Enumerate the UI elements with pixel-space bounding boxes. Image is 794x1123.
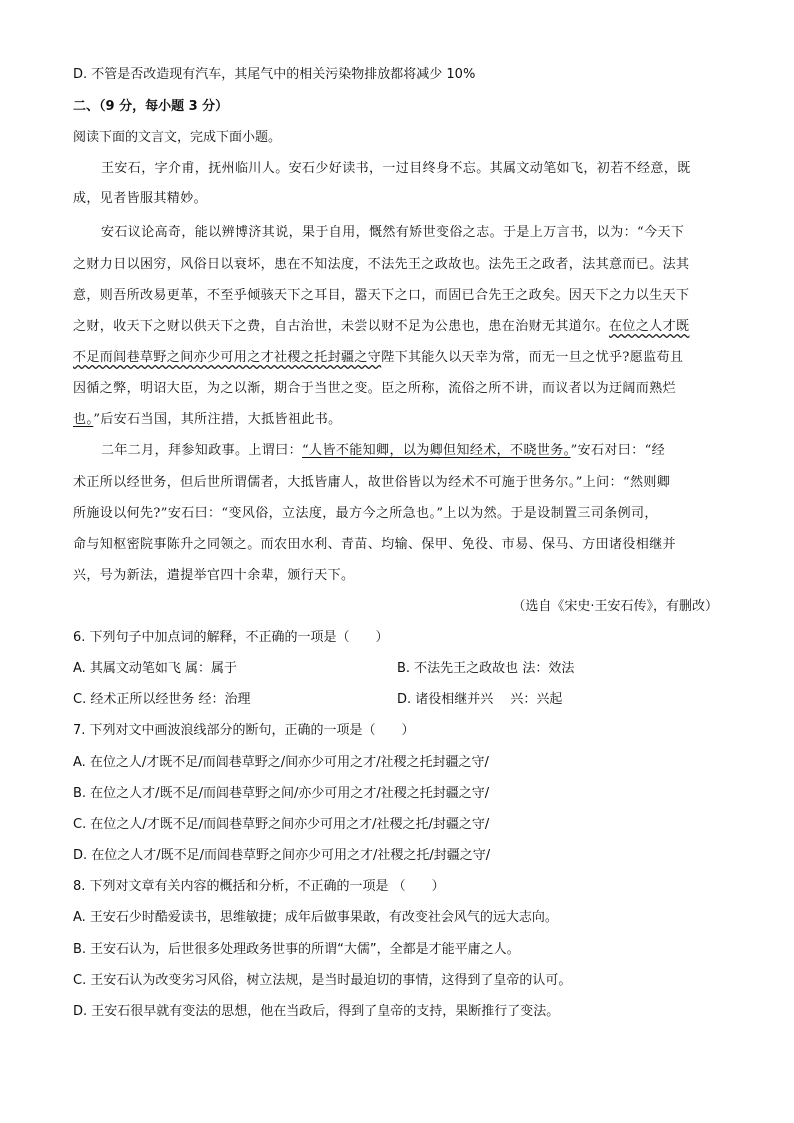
passage-p3-line4: 命与知枢密院事陈升之同领之。而农田水利、青苗、均输、保甲、免役、市易、保马、方田诸役相继并: [73, 537, 677, 552]
passage-p1-line2: 成，见者皆服其精妙。: [73, 191, 208, 206]
passage-p1-line1: 王安石，字介甫，抚州临川人。安石少好读书，一过目终身不忘。其属文动笔如飞，初若不经意，既: [101, 161, 691, 176]
passage-p3-line1: [101, 442, 665, 460]
passage-p3-line1-text: 二年二月，拜参知政事。上谓曰：: [101, 443, 303, 458]
passage-p2-line4: [73, 318, 689, 336]
q6-option-c[interactable]: C. 经术正所以经世务 经：治理: [73, 692, 251, 707]
section-heading: 二、（9 分，每小题 3 分）: [73, 99, 229, 114]
passage-p2-line2: 之财力日以困穷，风俗日以衰坏，患在不知法度，不法先王之政故也。法先王之政者，法其意而已。法其: [73, 257, 690, 272]
q6-option-d[interactable]: D. 诸役相继并兴 兴：兴起: [397, 692, 563, 707]
q6-stem: 6. 下列句子中加点词的解释，不正确的一项是（ ）: [73, 630, 389, 645]
q7-stem: 7. 下列对文中画波浪线部分的断句，正确的一项是（ ）: [73, 723, 415, 738]
passage-source: （选自《宋史·王安石传》，有删改）: [512, 599, 718, 614]
q7-option-b[interactable]: B. 在位之人才/既不足/而闾巷草野之间/亦少可用之才/社稷之托封疆之守/: [73, 786, 490, 801]
passage-p2-line3: 意，则吾所改易更革，不至乎倾骇天下之耳目，嚣天下之口，而固已合先王之政矣。因天下之力以生天下: [73, 288, 690, 303]
passage-p2-line7-text: ”后安石当国，其所注措，大抵皆祖此书。: [93, 412, 342, 427]
underlined-segment-2: “人皆不能知卿，以为卿但知经术，不晓世务。: [302, 443, 571, 458]
passage-p2-line7: [73, 411, 342, 429]
underlined-segment-1: 也。: [73, 412, 94, 427]
passage-p3-line3: 所施设以何先?”安石曰：“变风俗，立法度，最方今之所急也。”上以为然。于是设制置三司条例司，: [73, 506, 658, 521]
passage-p2-line1: 安石议论高奇，能以辨博济其说，果于自用，慨然有矫世变俗之志。于是上万言书，以为：“今天下: [101, 225, 685, 240]
q7-option-d[interactable]: D. 在位之人才/既不足/而闾巷草野之间亦少可用之才/社稷之托/封疆之守/: [73, 848, 491, 863]
q7-option-c[interactable]: C. 在位之人/才既不足/而闾巷草野之间亦少可用之才/社稷之托/封疆之守/: [73, 817, 490, 832]
q8-stem: 8. 下列对文章有关内容的概括和分析，不正确的一项是 （ ）: [73, 879, 445, 894]
q6-option-a[interactable]: A. 其属文动笔如飞 属：属于: [73, 661, 238, 676]
wavy-underlined-segment-1: 在位之人才既: [609, 319, 690, 334]
q7-option-a[interactable]: A. 在位之人/才既不足/而闾巷草野之/间亦少可用之才/社稷之托封疆之守/: [73, 755, 489, 770]
q8-option-a[interactable]: A. 王安石少时酷爱读书，思维敏捷；成年后做事果敢，有改变社会风气的远大志向。: [73, 910, 558, 925]
wavy-underlined-segment-2: 不足而闾巷草野之间亦少可用之才社稷之托封疆之守: [73, 350, 382, 365]
passage-p2-line6: 因循之弊，明诏大臣，为之以渐，期合于当世之变。臣之所称，流俗之所不讲，而议者以为迂阔而熟烂: [73, 381, 677, 396]
passage-p2-line5: [73, 349, 683, 367]
passage-p2-line5-text: 陛下其能久以天幸为常，而无一旦之忧乎?愿监苟且: [381, 350, 684, 365]
passage-p2-line4-text: 之财，收天下之财以供天下之费，自古治世，未尝以财不足为公患也，患在治财无其道尔。: [73, 319, 610, 334]
q6-option-b[interactable]: B. 不法先王之政故也 法：效法: [397, 661, 575, 676]
prev-question-option-d: D. 不管是否改造现有汽车，其尾气中的相关污染物排放都将减少 10%: [73, 67, 476, 82]
q8-option-d[interactable]: D. 王安石很早就有变法的思想，他在当政后，得到了皇帝的支持，果断推行了变法。: [73, 1004, 560, 1019]
section-instruction: 阅读下面的文言文，完成下面小题。: [73, 130, 282, 145]
q8-option-b[interactable]: B. 王安石认为，后世很多处理政务世事的所谓“大儒”，全都是才能平庸之人。: [73, 942, 520, 957]
passage-p3-line1-end: ”安石对曰：“经: [570, 443, 666, 458]
passage-p3-line2: 术正所以经世务，但后世所谓儒者，大抵皆庸人，故世俗皆以为经术不可施于世务尔。”上问：“然则卿: [73, 475, 671, 490]
q8-option-c[interactable]: C. 王安石认为改变劣习风俗，树立法规，是当时最迫切的事情，这得到了皇帝的认可。: [73, 973, 572, 988]
passage-p3-line5: 兴，号为新法，遣提举官四十余辈，颁行天下。: [73, 568, 355, 583]
